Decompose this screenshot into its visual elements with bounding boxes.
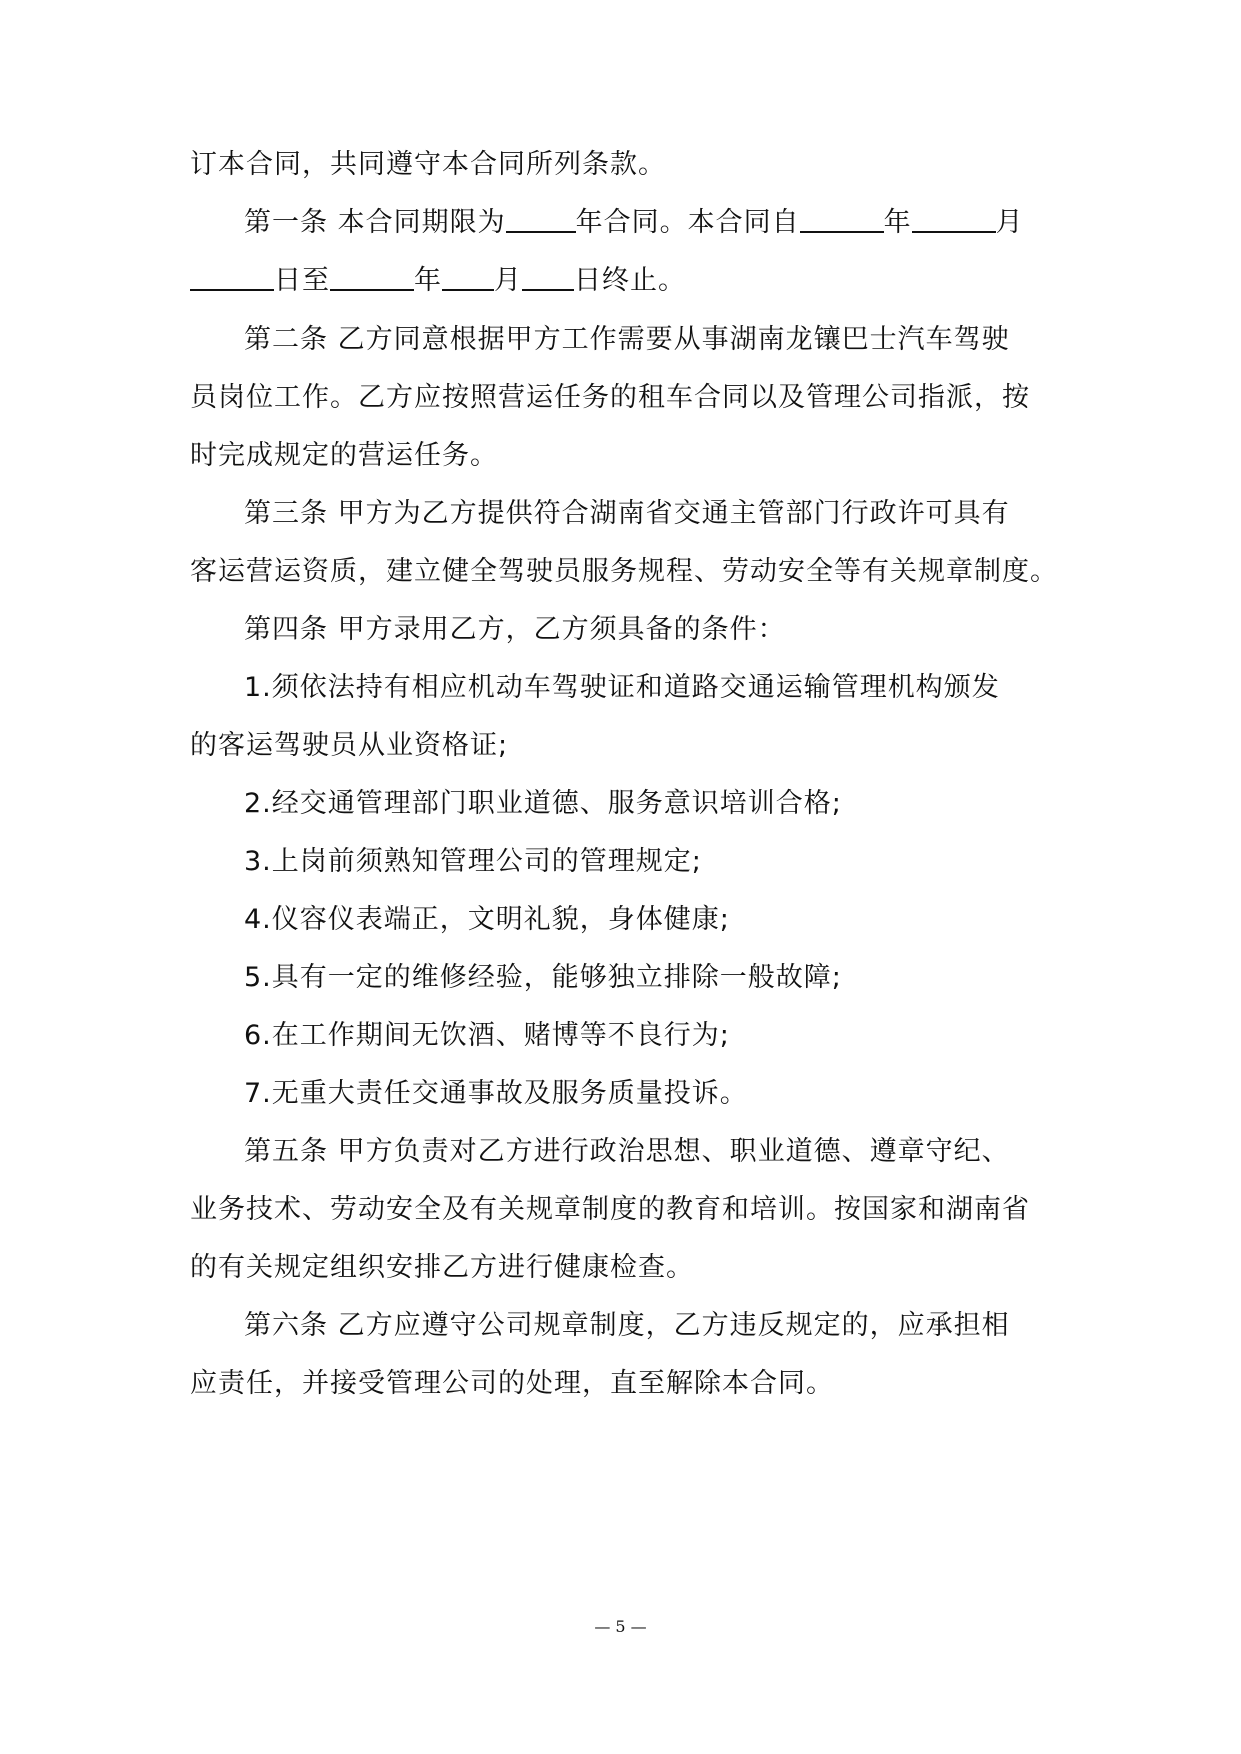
- text-line: 第三条 甲方为乙方提供符合湖南省交通主管部门行政许可具有: [244, 498, 1010, 529]
- list-item: 1.须依法持有相应机动车驾驶证和道路交通运输管理机构颁发: [244, 672, 1000, 703]
- fill-in-blank: [800, 207, 884, 233]
- fill-in-blank: [330, 265, 414, 291]
- text-line: 第四条 甲方录用乙方，乙方须具备的条件：: [244, 614, 786, 645]
- list-item: 5.具有一定的维修经验，能够独立排除一般故障;: [244, 962, 842, 993]
- list-item: 3.上岗前须熟知管理公司的管理规定;: [244, 846, 702, 877]
- article-1-line: [244, 206, 1070, 240]
- text-fragment: 月: [995, 207, 1024, 238]
- fill-in-blank: [442, 265, 494, 291]
- text-fragment: 日至: [274, 265, 330, 296]
- text-line: 的客运驾驶员从业资格证;: [190, 730, 509, 761]
- list-item: 6.在工作期间无饮酒、赌博等不良行为;: [244, 1020, 730, 1051]
- text-line: 的有关规定组织安排乙方进行健康检查。: [190, 1252, 694, 1283]
- text-line: 第五条 甲方负责对乙方进行政治思想、职业道德、遵章守纪、: [244, 1136, 1010, 1167]
- text-fragment: 日终止。: [574, 265, 686, 296]
- text-line: 业务技术、劳动安全及有关规章制度的教育和培训。按国家和湖南省: [190, 1194, 1030, 1225]
- text-fragment: 年: [883, 207, 912, 238]
- text-fragment: 年合同。本合同自: [575, 207, 800, 238]
- article-1-line-2: [190, 264, 1070, 298]
- text-fragment: 月: [494, 265, 522, 296]
- text-line: 客运营运资质，建立健全驾驶员服务规程、劳动安全等有关规章制度。: [190, 556, 1058, 587]
- fill-in-blank: [190, 265, 274, 291]
- text-line: 第六条 乙方应遵守公司规章制度，乙方违反规定的，应承担相: [244, 1310, 1010, 1341]
- text-line: 员岗位工作。乙方应按照营运任务的租车合同以及管理公司指派，按: [190, 382, 1030, 413]
- fill-in-blank: [522, 265, 574, 291]
- text-line: 第二条 乙方同意根据甲方工作需要从事湖南龙镶巴士汽车驾驶: [244, 324, 1010, 355]
- fill-in-blank: [912, 207, 996, 233]
- page-number: — 5 —: [594, 1617, 647, 1636]
- list-item: 7.无重大责任交通事故及服务质量投诉。: [244, 1078, 748, 1109]
- text-line: 订本合同，共同遵守本合同所列条款。: [190, 149, 666, 180]
- list-item: 4.仪容仪表端正，文明礼貌，身体健康;: [244, 904, 730, 935]
- text-fragment: 年: [414, 265, 442, 296]
- text-fragment: 第一条 本合同期限为: [244, 207, 506, 238]
- fill-in-blank: [506, 207, 576, 233]
- list-item: 2.经交通管理部门职业道德、服务意识培训合格;: [244, 788, 842, 819]
- text-line: 时完成规定的营运任务。: [190, 440, 498, 471]
- text-line: 应责任，并接受管理公司的处理，直至解除本合同。: [190, 1368, 834, 1399]
